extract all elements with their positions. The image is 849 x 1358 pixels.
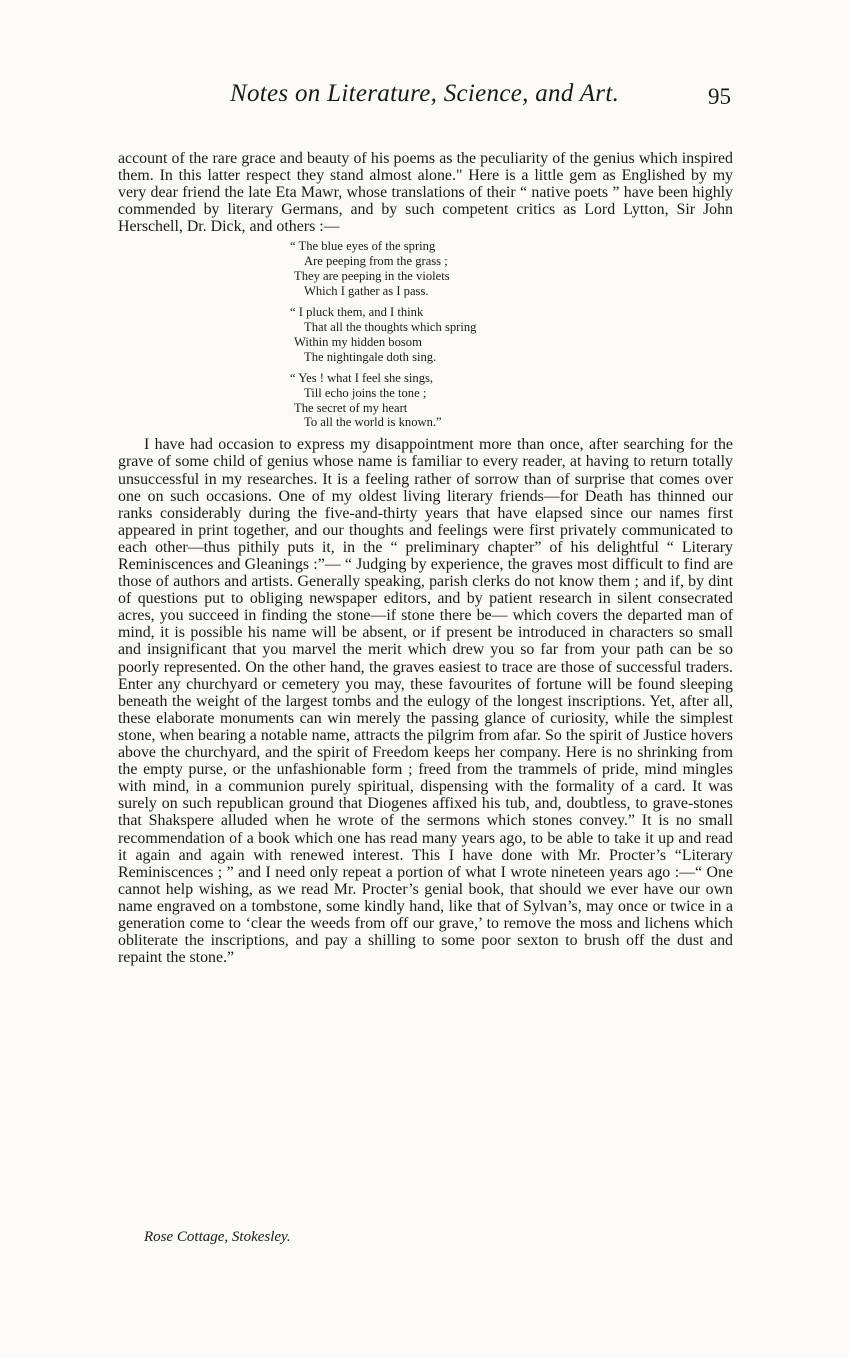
page-number: 95 <box>708 84 731 109</box>
poem-line: “ I pluck them, and I think <box>290 305 424 320</box>
poem-stanza-1 <box>290 239 733 299</box>
running-title: Notes on Literature, Science, and Art. <box>230 80 620 107</box>
signature: Rose Cottage, Stokesley. <box>144 1229 291 1245</box>
poem-line: The secret of my heart <box>294 400 408 415</box>
article-body <box>118 150 733 966</box>
poem-line: Which I gather as I pass. <box>304 284 429 299</box>
poem-line: That all the thoughts which spring <box>304 320 477 334</box>
intro-paragraph: account of the rare grace and beauty of his poems as the peculiarity of the genius which inspired them. In this latter respect they stand almost alone." Here is a little gem as Englished by my very dear friend the late Eta Mawr, whose translations of their “ native poets ” have been highly commended by literary Germans, and by such competent critics as Lord Lytton, Sir John Herschell, Dr. Dick, and others :— <box>118 150 733 236</box>
poem-line: Till echo joins the tone ; <box>304 385 427 400</box>
poem-line: “ Yes ! what I feel she sings, <box>290 370 434 385</box>
poem-line: Within my hidden bosom <box>294 334 422 349</box>
poem-stanza-3 <box>290 371 733 431</box>
poem-line: The nightingale doth sing. <box>304 349 437 364</box>
poem-line: They are peeping in the violets <box>294 269 450 284</box>
poem <box>290 239 733 430</box>
poem-line: “ The blue eyes of the spring <box>290 239 436 254</box>
main-paragraph: I have had occasion to express my disappointment more than once, after searching for the grave of some child of genius whose name is familiar to every reader, at having to return totally unsuccessful in my researches. It is a feeling rather of sorrow than of surprise that comes over one on such occasions. One of my oldest living literary friends—for Death has thinned our ranks considerably during the five-and-thirty years that have elapsed since our names first appeared in print together, and our thoughts and feelings were first privately communicated to each other—thus pithily puts it, in the “ preliminary chapter” of his delightful “ Literary Reminiscences and Gleanings :”— “ Judging by experience, the graves most difficult to find are those of authors and artists. Generally speaking, parish clerks do not know them ; and if, by dint of questions put to obliging newspaper editors, and by patient research in silent consecrated acres, you succeed in finding the stone—if stone there be— which covers the departed man of mind, it is possible his name will be absent, or if present be introduced in characters so small and insignificant that you marvel the merit which drew you so far from your path can be so poorly represented. On the other hand, the graves easiest to trace are those of successful traders. Enter any churchyard or cemetery you may, these favourites of fortune will be found sleeping beneath the weight of the largest tombs and the eulogy of the longest inscriptions. Yet, after all, these elaborate monuments can win merely the passing glance of curiosity, while the simplest stone, when bearing a notable name, attracts the pilgrim from afar. So the spirit of Justice hovers above the churchyard, and the spirit of Freedom keeps her company. Here is no shrinking from the empty purse, or the unfashionable form ; freed from the trammels of pride, mind mingles with mind, in a communion purely spiritual, dispensing with the formality of a card. It was surely on such republican ground that Diogenes affixed his tub, and, doubtless, to grave-stones that Shakspere alluded when he wrote of the sermons which stones convey.” It is no small recommendation of a book which one has read many years ago, to be able to take it up and read it again and again with renewed interest. This I have done with Mr. Procter’s “Literary Reminiscences ; ” and I need only repeat a portion of what I wrote nineteen years ago :—“ One cannot help wishing, as we read Mr. Procter’s genial book, that should we ever have our own name engraved on a tombstone, some kindly hand, like that of Sylvan’s, may once or twice in a generation come to ‘clear the weeds from off our grave,’ to remove the moss and lichens which obliterate the inscriptions, and pay a shilling to some poor sexton to brush off the dust and repaint the stone.” <box>118 436 733 967</box>
running-head <box>118 80 733 120</box>
poem-stanza-2 <box>290 305 733 365</box>
poem-line: Are peeping from the grass ; <box>304 254 448 269</box>
poem-line: To all the world is known.” <box>304 415 442 430</box>
